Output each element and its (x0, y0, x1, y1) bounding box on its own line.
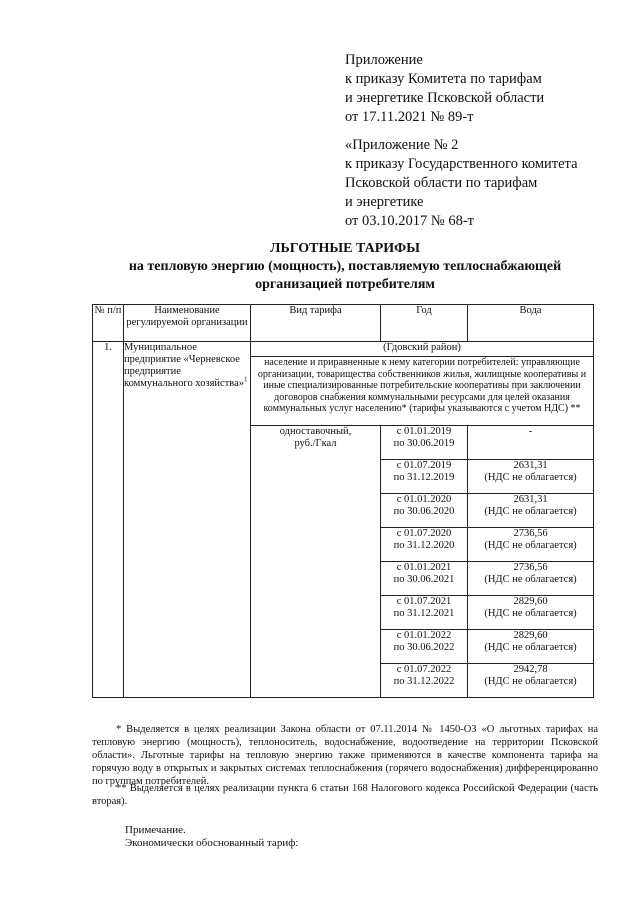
header-org: Наименование регулируемой организации (124, 305, 251, 342)
water-value-cell (468, 460, 594, 494)
vat-note: (НДС не облагается) (484, 642, 577, 653)
tariff-type: одноставочный, (279, 426, 352, 437)
appendix-header (345, 51, 544, 127)
table-row (93, 342, 594, 357)
appendix2-line: Псковской области по тарифам (345, 175, 538, 191)
period-to: по 31.12.2021 (393, 608, 455, 619)
tariff-value: - (528, 426, 533, 437)
period-to: по 30.06.2022 (393, 642, 455, 653)
footnote-1: * Выделяется в целях реализации Закона области от 07.11.2014 № 1450-ОЗ «О льготных тарифах на тепловую энергию (мощность), теплоноситель, водоснабжение, водоотведение на территории Псковской области». Льготные тарифы на тепловую энергию также применяются в качестве компонента тарифа на горячую воду в открытых и закрытых системах теплоснабжения (горячего водоснабжения) дифференцированно по группам потребителей. (92, 724, 598, 787)
tariff-value: 2631,31 (513, 460, 548, 471)
water-value-cell (468, 630, 594, 664)
tariff-value: 2631,31 (513, 494, 548, 505)
tariff-type-cell (251, 426, 381, 698)
note-text: Экономически обоснованный тариф: (125, 837, 299, 849)
tariff-table (92, 304, 594, 698)
water-value-cell (468, 528, 594, 562)
appendix2-line: от 03.10.2017 № 68-т (345, 213, 475, 229)
period-cell (381, 494, 468, 528)
row-number: 1. (93, 342, 124, 698)
note-heading: Примечание. (125, 824, 186, 836)
tariff-unit: руб./Гкал (294, 438, 337, 449)
period-from: с 01.01.2021 (396, 562, 452, 573)
period-from: с 01.07.2019 (396, 460, 452, 471)
document-title: ЛЬГОТНЫЕ ТАРИФЫ (270, 241, 420, 256)
document-subtitle-cont: организацией потребителям (255, 277, 435, 292)
water-value-cell (468, 494, 594, 528)
vat-note: (НДС не облагается) (484, 506, 577, 517)
header-year: Год (381, 305, 468, 342)
appendix-line: от 17.11.2021 № 89-т (345, 109, 474, 125)
period-from: с 01.07.2022 (396, 664, 452, 675)
period-to: по 31.12.2019 (393, 472, 455, 483)
vat-note: (НДС не облагается) (484, 608, 577, 619)
vat-note: (НДС не облагается) (484, 574, 577, 585)
appendix2-line: «Приложение № 2 (345, 137, 459, 153)
appendix-line: Приложение (345, 52, 423, 68)
appendix2-header (345, 136, 578, 231)
appendix2-line: и энергетике (345, 194, 424, 210)
appendix-line: и энергетике Псковской области (345, 90, 545, 106)
period-to: по 31.12.2022 (393, 676, 455, 687)
period-to: по 30.06.2020 (393, 506, 455, 517)
period-from: с 01.07.2021 (396, 596, 452, 607)
period-to: по 30.06.2021 (393, 574, 455, 585)
vat-note: (НДС не облагается) (484, 472, 577, 483)
period-from: с 01.01.2020 (396, 494, 452, 505)
tariff-value: 2829,60 (513, 630, 548, 641)
water-value-cell (468, 664, 594, 698)
organization-cell (124, 342, 251, 698)
tariff-value: 2942,78 (513, 664, 548, 675)
organization-footnote-mark: 1 (244, 375, 248, 384)
tariff-value: 2736,56 (513, 562, 548, 573)
period-cell (381, 528, 468, 562)
tariff-value: 2736,56 (513, 528, 548, 539)
period-cell (381, 562, 468, 596)
period-to: по 30.06.2019 (393, 438, 455, 449)
appendix2-line: к приказу Государственного комитета (345, 156, 578, 172)
period-from: с 01.07.2020 (396, 528, 452, 539)
organization-name: Муниципальное предприятие «Черневское предприятие коммунального хозяйства» (124, 342, 245, 389)
period-cell (381, 596, 468, 630)
period-to: по 31.12.2020 (393, 540, 455, 551)
period-cell (381, 664, 468, 698)
table-header-row (93, 305, 594, 342)
vat-note: (НДС не облагается) (484, 540, 577, 551)
appendix-line: к приказу Комитета по тарифам (345, 71, 542, 87)
period-cell (381, 460, 468, 494)
tariff-value: 2829,60 (513, 596, 548, 607)
period-cell (381, 426, 468, 460)
water-value-cell (468, 562, 594, 596)
header-type: Вид тарифа (251, 305, 381, 342)
period-from: с 01.01.2022 (396, 630, 452, 641)
vat-note: (НДС не облагается) (484, 676, 577, 687)
consumer-category-cell: население и приравненные к нему категории потребителей: управляющие организации, товарищества собственников жилья, жилищные кооперативы и иные специализированные потребительские кооперативы при заключении договоров снабжения коммунальными ресурсами для целей оказания коммунальных услуг населению* (тарифы указываются с учетом НДС) ** (251, 357, 594, 426)
district-cell: (Гдовский район) (251, 342, 594, 357)
header-num: № п/п (93, 305, 124, 342)
header-water: Вода (468, 305, 594, 342)
footnote-2: ** Выделяется в целях реализации пункта 6 статьи 168 Налогового кодекса Российской Федерации (часть вторая). (92, 783, 598, 807)
water-value-cell (468, 426, 594, 460)
document-subtitle: на тепловую энергию (мощность), поставляемую теплоснабжающей (128, 259, 562, 274)
period-cell (381, 630, 468, 664)
water-value-cell (468, 596, 594, 630)
period-from: с 01.01.2019 (396, 426, 452, 437)
